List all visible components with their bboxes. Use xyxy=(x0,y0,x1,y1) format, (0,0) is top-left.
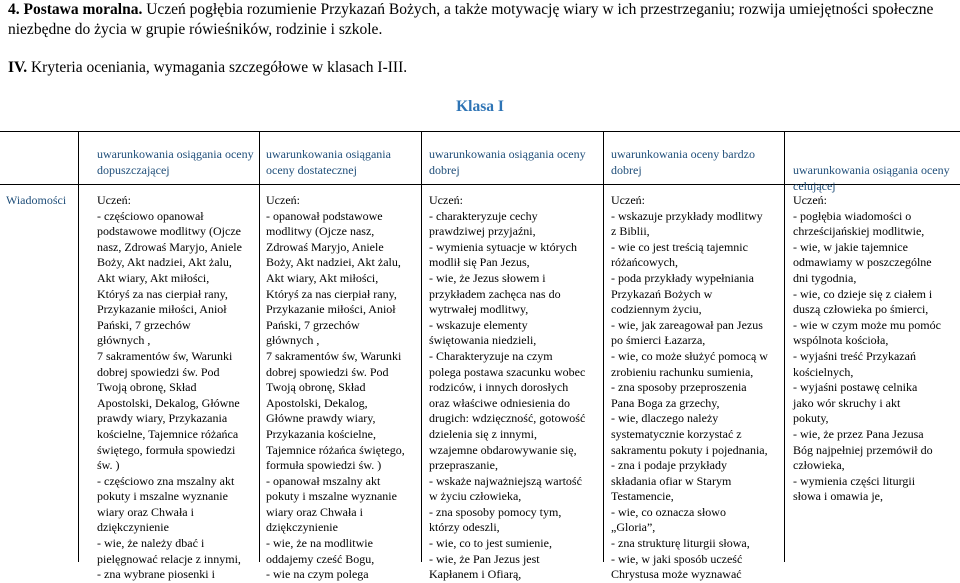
requirement-line: chrześcijańskiej modlitwie, xyxy=(793,224,925,239)
requirement-line: pielęgnować relacje z innymi, xyxy=(97,551,241,566)
requirement-line: - wie, że na modlitwie xyxy=(266,536,373,551)
section-4-paragraph xyxy=(8,0,953,40)
requirement-line: dobrej spowiedzi św. Pod xyxy=(97,364,220,379)
cell-bardzo-dobra xyxy=(611,193,783,583)
requirement-line: sakramentu pokuty i pojednania, xyxy=(611,442,768,457)
requirement-line: - wie co jest treścią tajemnic xyxy=(611,239,748,254)
requirement-line: dziękczynienie xyxy=(97,520,169,535)
requirement-line: wytrwałej modlitwy, xyxy=(429,302,529,317)
requirement-line: oraz właściwe odniesienia do xyxy=(429,395,570,410)
requirement-line: rodziców, i innych dorosłych xyxy=(429,380,569,395)
requirement-line: Boży, Akt nadziei, Akt żalu, xyxy=(97,255,232,270)
requirement-line: Twoją obronę, Skład xyxy=(97,380,197,395)
requirement-line: pokuty, xyxy=(793,411,829,426)
requirement-line: św. ) xyxy=(97,458,120,473)
requirement-line: - wie, że Jezus słowem i xyxy=(429,270,546,285)
requirement-line: przepraszanie, xyxy=(429,458,498,473)
requirement-line: Akt wiary, Akt miłości, xyxy=(97,270,210,285)
requirement-line: Przykazania kościelne, xyxy=(266,426,376,441)
requirement-line: Któryś za nas cierpiał rany, xyxy=(266,286,397,301)
requirement-line: - wymienia sytuacje w których xyxy=(429,239,577,254)
requirement-line: - zna i podaje przykłady xyxy=(611,458,727,473)
requirement-line: duszą człowieka po śmierci, xyxy=(793,302,929,317)
requirement-line: wiary oraz Chwała i xyxy=(266,504,363,519)
requirement-line: kościelne, Tajemnice różańca xyxy=(97,426,239,441)
requirement-line: - Charakteryzuje na czym xyxy=(429,348,553,363)
requirement-line: - wie w czym może mu pomóc xyxy=(793,317,941,332)
requirement-line: Tajemnice różańca świętego, xyxy=(266,442,405,457)
requirement-line: - częściowo opanował xyxy=(97,208,204,223)
requirement-line: Apostolski, Dekalog, xyxy=(266,395,368,410)
requirement-line: różańcowych, xyxy=(611,255,678,270)
table-divider xyxy=(784,131,785,562)
requirement-line: 7 sakramentów św, Warunki xyxy=(97,348,233,363)
requirement-line: - wskaże najważniejszą wartość xyxy=(429,473,582,488)
requirement-line: formuła spowiedzi św. ) xyxy=(266,458,382,473)
requirement-line: wzajemne obdarowywanie się, xyxy=(429,442,577,457)
requirement-line: którzy odeszli, xyxy=(429,520,500,535)
requirement-line: Bóg najpełniej przemówił do xyxy=(793,442,933,457)
requirement-line: świętego, formuła spowiedzi xyxy=(97,442,236,457)
requirement-line: - zna wybrane piosenki i xyxy=(97,567,215,582)
requirement-line: dziękczynienie xyxy=(266,520,338,535)
requirement-line: systematycznie korzystać z xyxy=(611,426,742,441)
requirement-line: - opanował mszalny akt xyxy=(266,473,381,488)
requirement-line: świętowania niedzieli, xyxy=(429,333,537,348)
requirement-line: - opanował podstawowe xyxy=(266,208,383,223)
requirement-line: Pana Boga za grzechy, xyxy=(611,395,720,410)
requirement-line: - wyjaśni postawę celnika xyxy=(793,380,918,395)
header-celujaca: uwarunkowania osiągania oceny celującej xyxy=(793,163,950,193)
cell-dobra xyxy=(429,193,601,583)
requirement-line: Uczeń: xyxy=(97,193,131,207)
requirement-line: wiary oraz Chwała i xyxy=(97,504,194,519)
requirement-line: Zdrowaś Maryjo, Aniele xyxy=(266,239,384,254)
requirement-line: „Gloria”, xyxy=(611,520,656,535)
requirement-line: wspólnota kościoła, xyxy=(793,333,889,348)
requirement-line: - wie, co oznacza słowo xyxy=(611,504,726,519)
requirement-line: - częściowo zna mszalny akt xyxy=(97,473,235,488)
requirement-line: Apostolski, Dekalog, Główne xyxy=(97,395,240,410)
requirement-line: Uczeń: xyxy=(266,193,300,207)
requirement-line: - poda przykłady wypełniania xyxy=(611,270,754,285)
requirement-line: drugich: wdzięczność, gotowość xyxy=(429,411,586,426)
requirement-line: Główne prawdy wiary, xyxy=(266,411,376,426)
requirement-line: z Biblii, xyxy=(611,224,650,239)
requirement-line: Uczeń: xyxy=(793,193,827,207)
requirement-line: dni tygodnia, xyxy=(793,270,857,285)
requirement-line: Pański, 7 grzechów xyxy=(97,317,191,332)
table-divider xyxy=(78,131,79,562)
requirement-line: słowa i omawia je, xyxy=(793,489,883,504)
requirement-line: - wskazuje przykłady modlitwy xyxy=(611,208,763,223)
section-iv-heading xyxy=(8,58,608,78)
requirement-line: dzielenia się z innymi, xyxy=(429,426,537,441)
requirement-line: Uczeń: xyxy=(429,193,463,207)
table-divider xyxy=(603,131,604,562)
requirement-line: - zna sposoby pomocy tym, xyxy=(429,504,562,519)
requirement-line: - wskazuje elementy xyxy=(429,317,528,332)
requirement-line: - wyjaśni treść Przykazań xyxy=(793,348,916,363)
requirement-line: pokuty i mszalne wyznanie xyxy=(266,489,397,504)
requirement-line: - wymienia części liturgii xyxy=(793,473,916,488)
requirement-line: Przykazanie miłości, Anioł xyxy=(97,302,227,317)
table-divider xyxy=(421,131,422,562)
requirement-line: pokuty i mszalne wyznanie xyxy=(97,489,228,504)
requirement-line: - wie, co to jest sumienie, xyxy=(429,536,552,551)
requirement-line: codziennym życiu, xyxy=(611,302,702,317)
requirement-line: Twoją obronę, Skład xyxy=(266,380,366,395)
requirement-line: w życiu człowieka, xyxy=(429,489,522,504)
section-iv-text: Kryteria oceniania, wymagania szczegółowe w klasach I-III. xyxy=(30,59,408,76)
header-dobra: uwarunkowania osiągania oceny dobrej xyxy=(429,147,586,177)
section-iv-number: IV. xyxy=(8,59,28,76)
requirement-line: prawdy wiary, Przykazania xyxy=(97,411,228,426)
requirement-line: Uczeń: xyxy=(611,193,645,207)
requirement-line: nasz, Zdrowaś Maryjo, Aniele xyxy=(97,239,242,254)
requirement-line: Chrystusa może wyznawać xyxy=(611,567,742,582)
requirement-line: - wie, że Pan Jezus jest xyxy=(429,551,540,566)
requirement-line: Boży, Akt nadziei, Akt żalu, xyxy=(266,255,401,270)
requirement-line: - wie na czym polega xyxy=(266,567,369,582)
requirement-line: kościelnych, xyxy=(793,364,854,379)
header-dopuszczajaca: uwarunkowania osiągania oceny dopuszczającej xyxy=(97,147,254,177)
requirement-line: - wie, co dzieje się z ciałem i xyxy=(793,286,933,301)
cell-dostateczna xyxy=(266,193,418,583)
requirement-line: oddajemy cześć Bogu, xyxy=(266,551,375,566)
header-dostateczna: uwarunkowania osiągania oceny dostatecznej xyxy=(266,147,391,177)
requirement-line: - wie, w jaki sposób ucześć xyxy=(611,551,743,566)
requirement-line: Testamencie, xyxy=(611,489,674,504)
requirement-line: modlitwy (Ojcze nasz, xyxy=(266,224,375,239)
requirement-line: - pogłębia wiadomości o xyxy=(793,208,912,223)
requirement-line: przykładem zachęca nas do xyxy=(429,286,561,301)
requirement-line: - wie, że przez Pana Jezusa xyxy=(793,426,924,441)
requirement-line: Pański, 7 grzechów xyxy=(266,317,360,332)
requirement-line: Kapłanem i Ofiarą, xyxy=(429,567,522,582)
cell-celujaca xyxy=(793,193,958,505)
cell-dopuszczajaca xyxy=(97,193,257,583)
requirement-line: Któryś za nas cierpiał rany, xyxy=(97,286,228,301)
requirement-line: polega postawa szacunku wobec xyxy=(429,364,586,379)
requirement-line: podstawowe modlitwy (Ojcze xyxy=(97,224,241,239)
requirement-line: dobrej spowiedzi św. Pod xyxy=(266,364,389,379)
requirement-line: jako wór skruchy i akt xyxy=(793,395,901,410)
requirement-line: prawdziwej przyjaźni, xyxy=(429,224,536,239)
requirement-line: Akt wiary, Akt miłości, xyxy=(266,270,379,285)
requirement-line: 7 sakramentów św, Warunki xyxy=(266,348,402,363)
requirements-table xyxy=(0,131,960,582)
requirement-line: głównych , xyxy=(266,333,320,348)
requirement-line: po śmierci Łazarza, xyxy=(611,333,706,348)
requirement-line: odmawiamy w poszczególne xyxy=(793,255,932,270)
requirement-line: - zna strukturę liturgii słowa, xyxy=(611,536,750,551)
row-label-wiadomosci: Wiadomości xyxy=(6,193,67,207)
requirement-line: - wie, w jakie tajemnice xyxy=(793,239,908,254)
requirement-line: Przykazanie miłości, Anioł xyxy=(266,302,396,317)
requirement-line: - wie, co może służyć pomocą w xyxy=(611,348,768,363)
section-4-title: 4. Postawa moralna. xyxy=(8,1,143,18)
requirement-line: - zna sposoby przeproszenia xyxy=(611,380,747,395)
requirement-line: - wie, jak zareagował pan Jezus xyxy=(611,317,763,332)
section-4-text: Uczeń pogłębia rozumienie Przykazań Bożych, a także motywację wiary w ich przestrzeganiu; rozwija umiejętności społeczne niezbędne do życia w grupie rówieśników, rodzinie i szkole. xyxy=(8,1,934,38)
requirement-line: - wie, że należy dbać i xyxy=(97,536,205,551)
requirement-line: głównych , xyxy=(97,333,151,348)
requirement-line: człowieka, xyxy=(793,458,845,473)
table-divider xyxy=(259,131,260,562)
table-top-border xyxy=(0,131,960,132)
klasa-title: Klasa I xyxy=(456,98,504,115)
requirement-line: Przykazań Bożych w xyxy=(611,286,713,301)
requirement-line: modlił się Pan Jezus, xyxy=(429,255,530,270)
requirement-line: - wie, dlaczego należy xyxy=(611,411,719,426)
requirement-line: - charakteryzuje cechy xyxy=(429,208,538,223)
requirement-line: zrobieniu rachunku sumienia, xyxy=(611,364,754,379)
requirement-line: składania ofiar w Starym xyxy=(611,473,732,488)
header-bardzo-dobra: uwarunkowania oceny bardzo dobrej xyxy=(611,147,755,177)
